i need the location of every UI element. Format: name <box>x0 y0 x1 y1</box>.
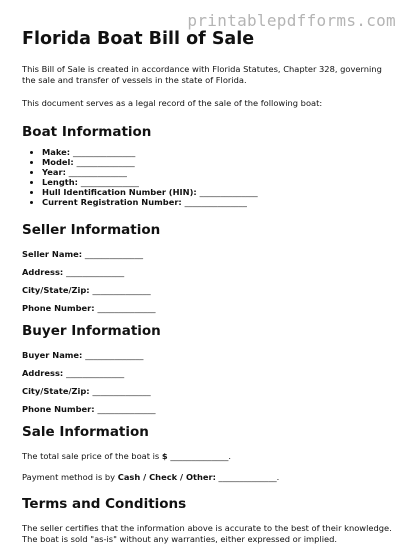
buyer-phone-field <box>22 404 392 415</box>
buyer-address-field <box>22 368 392 379</box>
boat-registration-item <box>42 197 392 207</box>
boat-model-item <box>42 157 392 167</box>
buyer-name-field <box>22 350 392 361</box>
boat-information-list <box>22 147 392 207</box>
buyer-city-label: City/State/Zip: <box>22 386 90 396</box>
seller-address-blank[interactable]: ______________ <box>66 267 125 277</box>
terms-section <box>22 523 392 545</box>
buyer-address-blank[interactable]: ______________ <box>66 368 125 378</box>
boat-model-blank[interactable]: ______________ <box>76 157 135 167</box>
sale-information-heading: Sale Information <box>22 424 149 440</box>
seller-name-field <box>22 249 392 260</box>
seller-fields <box>22 249 392 314</box>
boat-hin-blank[interactable]: ______________ <box>199 187 258 197</box>
seller-phone-blank[interactable]: ______________ <box>97 303 156 313</box>
boat-information-heading: Boat Information <box>22 124 152 140</box>
seller-phone-field <box>22 303 392 314</box>
document-page <box>22 28 392 545</box>
boat-year-item <box>42 167 392 177</box>
intro-paragraph: This Bill of Sale is created in accordance with Florida Statutes, Chapter 328, governing the sale and transfer of vessels in the state of Florida. <box>22 64 382 85</box>
buyer-information-heading: Buyer Information <box>22 323 161 339</box>
seller-city-label: City/State/Zip: <box>22 285 90 295</box>
seller-phone-label: Phone Number: <box>22 303 95 313</box>
seller-address-label: Address: <box>22 267 64 277</box>
boat-model-label: Model: <box>42 157 74 167</box>
buyer-name-label: Buyer Name: <box>22 350 83 360</box>
boat-length-label: Length: <box>42 177 78 187</box>
sale-price-blank[interactable]: ______________. <box>170 451 232 461</box>
buyer-phone-label: Phone Number: <box>22 404 95 414</box>
boat-length-blank[interactable]: ______________ <box>80 177 139 187</box>
seller-information-heading: Seller Information <box>22 222 161 238</box>
boat-length-item <box>42 177 392 187</box>
seller-city-blank[interactable]: ______________ <box>92 285 151 295</box>
seller-city-field <box>22 285 392 296</box>
boat-year-blank[interactable]: ______________ <box>68 167 127 177</box>
buyer-fields <box>22 350 392 415</box>
buyer-address-label: Address: <box>22 368 64 378</box>
buyer-city-field <box>22 386 392 397</box>
boat-make-item <box>42 147 392 157</box>
buyer-name-blank[interactable]: ______________ <box>85 350 144 360</box>
payment-method-line <box>22 472 392 483</box>
sale-price-text: The total sale price of the boat is <box>22 451 160 461</box>
boat-registration-label: Current Registration Number: <box>42 197 182 207</box>
watermark-text: printablepdfforms.com <box>187 11 396 30</box>
seller-name-blank[interactable]: ______________ <box>84 249 143 259</box>
boat-hin-item <box>42 187 392 197</box>
payment-method-options: Cash / Check / Other: <box>117 472 216 482</box>
payment-method-blank[interactable]: ______________. <box>218 472 280 482</box>
terms-paragraph: The seller certifies that the information above is accurate to the best of their knowledge. The boat is sold "as-is" without any warranties, either expressed or implied. <box>22 523 392 544</box>
boat-make-blank[interactable]: _______________ <box>73 147 136 157</box>
sale-price-symbol: $ <box>161 451 168 461</box>
sale-price-line <box>22 451 392 462</box>
seller-name-label: Seller Name: <box>22 249 83 259</box>
boat-registration-blank[interactable]: _______________ <box>184 197 247 207</box>
buyer-city-blank[interactable]: ______________ <box>92 386 151 396</box>
boat-hin-label: Hull Identification Number (HIN): <box>42 187 197 197</box>
boat-make-label: Make: <box>42 147 71 157</box>
seller-address-field <box>22 267 392 278</box>
buyer-phone-blank[interactable]: ______________ <box>97 404 156 414</box>
boat-year-label: Year: <box>42 167 66 177</box>
document-title: Florida Boat Bill of Sale <box>22 29 255 49</box>
intro-paragraph-2: This document serves as a legal record of the sale of the following boat: <box>22 98 323 108</box>
terms-heading: Terms and Conditions <box>22 496 187 512</box>
payment-method-text: Payment method is by <box>22 472 116 482</box>
